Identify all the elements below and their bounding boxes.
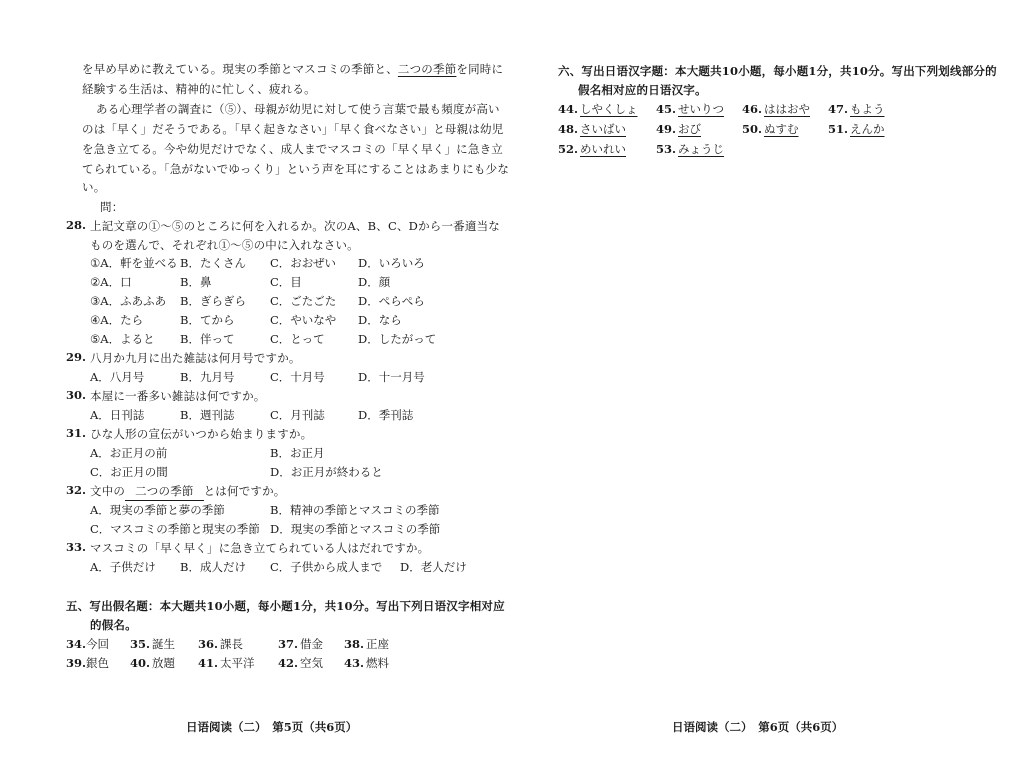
q28-row4-b: B．てから — [180, 313, 235, 327]
s6-item-49-num: 49. — [656, 122, 677, 136]
q28-row1-b: B．たくさん — [180, 256, 246, 270]
q32-text-after: とは何ですか。 — [203, 484, 286, 498]
q31-text: ひな人形の宣伝がいつから始まりますか。 — [90, 427, 313, 441]
q28-row2-d: D．顔 — [358, 275, 391, 289]
q32-text — [90, 482, 286, 501]
q32-option-c: C．マスコミの季節と現実の季節 — [90, 522, 260, 536]
q32-option-a: A．現実の季節と夢の季節 — [90, 503, 225, 517]
s5-item-34-word: 今回 — [86, 637, 109, 651]
q28-row2-b: B．鼻 — [180, 275, 212, 289]
right-page — [530, 0, 1024, 784]
s5-item-42-word: 空気 — [300, 656, 323, 670]
s6-item-45-num: 45. — [656, 102, 677, 116]
q28-row3-c: C．ごたごた — [270, 294, 337, 308]
q33-option-c: C．子供から成人まで — [270, 560, 383, 574]
q31-option-b: B．お正月 — [270, 446, 325, 460]
s6-item-52-word: めいれい — [580, 142, 626, 156]
q28-row2-c: C．目 — [270, 275, 302, 289]
passage-line-1 — [82, 60, 503, 78]
q32-underlined-term: 二つの季節 — [125, 482, 204, 501]
s5-item-35-num: 35. — [130, 637, 151, 651]
s6-item-47-word: もよう — [850, 102, 885, 116]
s5-item-39-word: 銀色 — [86, 656, 109, 670]
s5-item-40-num: 40. — [130, 656, 151, 670]
s6-item-44-word: しやくしょ — [580, 102, 638, 116]
passage-line-6: てられている。「急がないでゆっくり」という声を耳にすることはあまりにも少な — [82, 162, 510, 176]
q32-text-before: 文中の — [90, 484, 126, 498]
q32-option-d: D．現実の季節とマスコミの季節 — [270, 522, 441, 536]
s6-item-52-num: 52. — [558, 142, 579, 156]
passage-text: を早め早めに教えている。現実の季節とマスコミの季節と、 — [82, 62, 398, 76]
passage-line-2: 経験する生活は、精神的に忙しく、疲れる。 — [82, 82, 316, 96]
q28-row4-a: ④A．たら — [90, 313, 144, 327]
s6-item-46-word: ははおや — [764, 102, 810, 116]
s6-item-45-word: せいりつ — [678, 102, 724, 116]
s5-item-43-num: 43. — [344, 656, 365, 670]
passage-line-4: のは「早く」だそうである。「早く起きなさい」「早く食べなさい」と母親は幼児 — [82, 122, 504, 136]
q31-number: 31. — [66, 426, 87, 440]
passage-text: を同時に — [456, 62, 504, 76]
s6-item-53-num: 53. — [656, 142, 677, 156]
s6-item-48-num: 48. — [558, 122, 579, 136]
q30-option-d: D．季刊誌 — [358, 408, 414, 422]
q33-option-a: A．子供だけ — [90, 560, 156, 574]
passage-line-3: ある心理学者の調査に（⑤）、母親が幼児に対して使う言葉で最も頻度が高い — [96, 102, 500, 116]
s5-item-37-word: 借金 — [300, 637, 323, 651]
q28-row4-d: D．なら — [358, 313, 402, 327]
passage-line-5: を急き立てる。今や幼児だけでなく、成人までマスコミの「早く早く」に急き立 — [82, 142, 503, 156]
passage-line-7: い。 — [82, 180, 106, 194]
s5-item-41-num: 41. — [198, 656, 219, 670]
q28-text-1: 上記文章の①～⑤のところに何を入れるか。次のA、B、C、Dから一番適当な — [90, 219, 500, 233]
q28-row5-b: B．伴って — [180, 332, 235, 346]
q28-row5-d: D．したがって — [358, 332, 437, 346]
q28-row3-b: B．ぎらぎら — [180, 294, 246, 308]
q28-row2-a: ②A．口 — [90, 275, 132, 289]
s5-item-35-word: 誕生 — [152, 637, 175, 651]
section5-title-2: 的假名。 — [90, 618, 137, 632]
q31-option-d: D．お正月が終わると — [270, 465, 383, 479]
s6-item-44-num: 44. — [558, 102, 579, 116]
q28-row3-a: ③A．ふあふあ — [90, 294, 167, 308]
q28-number: 28. — [66, 218, 87, 232]
q28-row5-a: ⑤A．よると — [90, 332, 155, 346]
question-label: 問： — [100, 200, 124, 214]
right-page-footer: 日语阅读（二） 第6页（共6页） — [672, 720, 844, 734]
q33-number: 33. — [66, 540, 87, 554]
q33-option-d: D．老人だけ — [400, 560, 467, 574]
s5-item-36-word: 課長 — [220, 637, 243, 651]
q28-row4-c: C．やいなや — [270, 313, 337, 327]
q28-row1-c: C．おおぜい — [270, 256, 336, 270]
s6-item-50-word: ぬすむ — [764, 122, 799, 136]
s6-item-46-num: 46. — [742, 102, 763, 116]
underlined-two-seasons: 二つの季節 — [397, 62, 457, 76]
left-page-footer: 日语阅读（二） 第5页（共6页） — [186, 720, 358, 734]
q29-option-a: A．八月号 — [90, 370, 145, 384]
q28-row3-d: D．ぺらぺら — [358, 294, 425, 308]
q31-option-a: A．お正月の前 — [90, 446, 168, 460]
s6-item-48-word: さいばい — [580, 122, 626, 136]
q29-option-c: C．十月号 — [270, 370, 325, 384]
section6-title-1: 六、写出日语汉字题：本大题共10小题，每小题1分，共10分。写出下列划线部分的 — [558, 64, 997, 78]
q29-number: 29. — [66, 350, 87, 364]
q30-option-a: A．日刊誌 — [90, 408, 145, 422]
q30-option-c: C．月刊誌 — [270, 408, 325, 422]
s6-item-51-num: 51. — [828, 122, 849, 136]
q30-option-b: B．週刊誌 — [180, 408, 235, 422]
q30-text: 本屋に一番多い雑誌は何ですか。 — [90, 389, 266, 403]
q29-option-d: D．十一月号 — [358, 370, 425, 384]
section5-title-1: 五、写出假名题：本大题共10小题，每小题1分，共10分。写出下列日语汉字相对应 — [66, 599, 505, 613]
s5-item-34-num: 34. — [66, 637, 87, 651]
q28-row1-d: D．いろいろ — [358, 256, 425, 270]
s5-item-37-num: 37. — [278, 637, 299, 651]
s6-item-47-num: 47. — [828, 102, 849, 116]
q33-text: マスコミの「早く早く」に急き立てられている人はだれですか。 — [90, 541, 430, 555]
q32-number: 32. — [66, 483, 87, 497]
q28-text-2: ものを選んで、それぞれ①～⑤の中に入れなさい。 — [90, 238, 359, 252]
q31-option-c: C．お正月の間 — [90, 465, 168, 479]
q28-row5-c: C．とって — [270, 332, 325, 346]
s5-item-40-word: 放題 — [152, 656, 175, 670]
q29-text: 八月か九月に出た雑誌は何月号ですか。 — [90, 351, 301, 365]
s5-item-38-word: 正座 — [366, 637, 389, 651]
s5-item-36-num: 36. — [198, 637, 219, 651]
s5-item-38-num: 38. — [344, 637, 365, 651]
s6-item-50-num: 50. — [742, 122, 763, 136]
s5-item-43-word: 燃料 — [366, 656, 389, 670]
s6-item-49-word: おび — [678, 122, 701, 136]
s6-item-53-word: みょうじ — [678, 142, 724, 156]
q30-number: 30. — [66, 388, 87, 402]
s5-item-41-word: 太平洋 — [220, 656, 255, 670]
q28-row1-a: ①A．軒を並べる — [90, 256, 178, 270]
q32-option-b: B．精神の季節とマスコミの季節 — [270, 503, 440, 517]
q33-option-b: B．成人だけ — [180, 560, 246, 574]
section6-title-2: 假名相对应的日语汉字。 — [578, 83, 707, 97]
s5-item-42-num: 42. — [278, 656, 299, 670]
s5-item-39-num: 39. — [66, 656, 87, 670]
s6-item-51-word: えんか — [850, 122, 885, 136]
q29-option-b: B．九月号 — [180, 370, 235, 384]
